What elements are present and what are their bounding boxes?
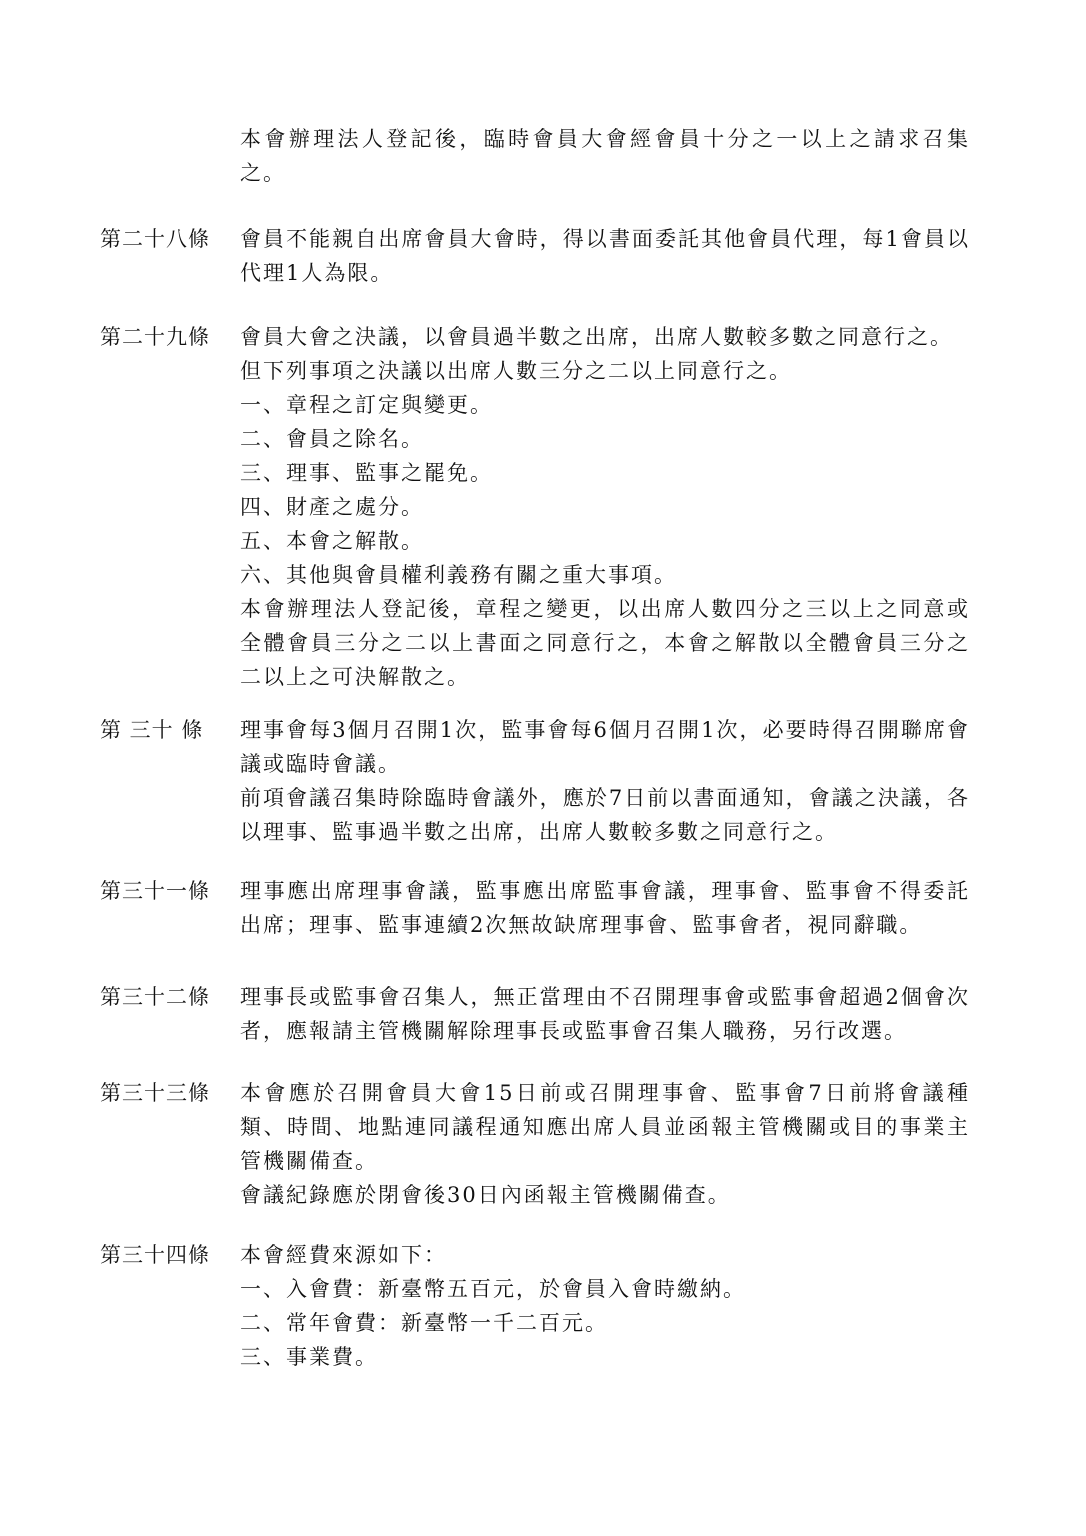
list-item: 一、入會費：新臺幣五百元，於會員入會時繳納。: [240, 1277, 746, 1301]
article-paragraph: 會員大會之決議，以會員過半數之出席，出席人數較多數之同意行之。: [240, 325, 953, 349]
list-item: 三、事業費。: [240, 1345, 378, 1369]
article-body: [240, 222, 970, 290]
article-paragraph: 但下列事項之決議以出席人數三分之二以上同意行之。: [240, 359, 792, 383]
list-item: 五、本會之解散。: [240, 529, 424, 553]
list-item: 三、理事、監事之罷免。: [240, 461, 493, 485]
article-label: 第 三十 條: [100, 718, 204, 742]
article-paragraph: 本會經費來源如下：: [240, 1243, 447, 1267]
article-body: [240, 713, 970, 849]
article-body: [240, 320, 970, 694]
article-body: [240, 122, 970, 190]
article-label: 第三十三條: [100, 1081, 210, 1105]
list-item: 六、其他與會員權利義務有關之重大事項。: [240, 563, 677, 587]
article-body: [240, 874, 970, 942]
article-paragraph: 會員不能親自出席會員大會時，得以書面委託其他會員代理，每1會員以代理1人為限。: [240, 227, 970, 285]
list-item: 四、財產之處分。: [240, 495, 424, 519]
article-paragraph: 理事長或監事會召集人，無正當理由不召開理事會或監事會超過2個會次者，應報請主管機關解除理事長或監事會召集人職務，另行改選。: [240, 985, 970, 1043]
article-paragraph: 本會辦理法人登記後，臨時會員大會經會員十分之一以上之請求召集之。: [240, 127, 970, 185]
article-paragraph: 本會辦理法人登記後，章程之變更，以出席人數四分之三以上之同意或全體會員三分之二以上書面之同意行之，本會之解散以全體會員三分之二以上之可決解散之。: [240, 597, 970, 689]
article-body: [240, 980, 970, 1048]
article-label: 第三十一條: [100, 879, 210, 903]
article-paragraph: 理事會每3個月召開1次，監事會每6個月召開1次，必要時得召開聯席會議或臨時會議。: [240, 718, 970, 776]
article-label: 第三十二條: [100, 985, 210, 1009]
article-body: [240, 1238, 970, 1374]
article-paragraph: 前項會議召集時除臨時會議外，應於7日前以書面通知，會議之決議，各以理事、監事過半數之出席，出席人數較多數之同意行之。: [240, 786, 970, 844]
article-paragraph: 本會應於召開會員大會15日前或召開理事會、監事會7日前將會議種類、時間、地點連同議程通知應出席人員並函報主管機關或目的事業主管機關備查。: [240, 1081, 970, 1173]
article-paragraph: 理事應出席理事會議，監事應出席監事會議，理事會、監事會不得委託出席；理事、監事連續2次無故缺席理事會、監事會者，視同辭職。: [240, 879, 970, 937]
article-label: 第三十四條: [100, 1243, 210, 1267]
list-item: 二、常年會費：新臺幣一千二百元。: [240, 1311, 608, 1335]
article-paragraph: 會議紀錄應於閉會後30日內函報主管機關備查。: [240, 1183, 731, 1207]
article-label: 第二十八條: [100, 227, 210, 251]
article-label: 第二十九條: [100, 325, 210, 349]
list-item: 一、章程之訂定與變更。: [240, 393, 493, 417]
list-item: 二、會員之除名。: [240, 427, 424, 451]
article-body: [240, 1076, 970, 1212]
